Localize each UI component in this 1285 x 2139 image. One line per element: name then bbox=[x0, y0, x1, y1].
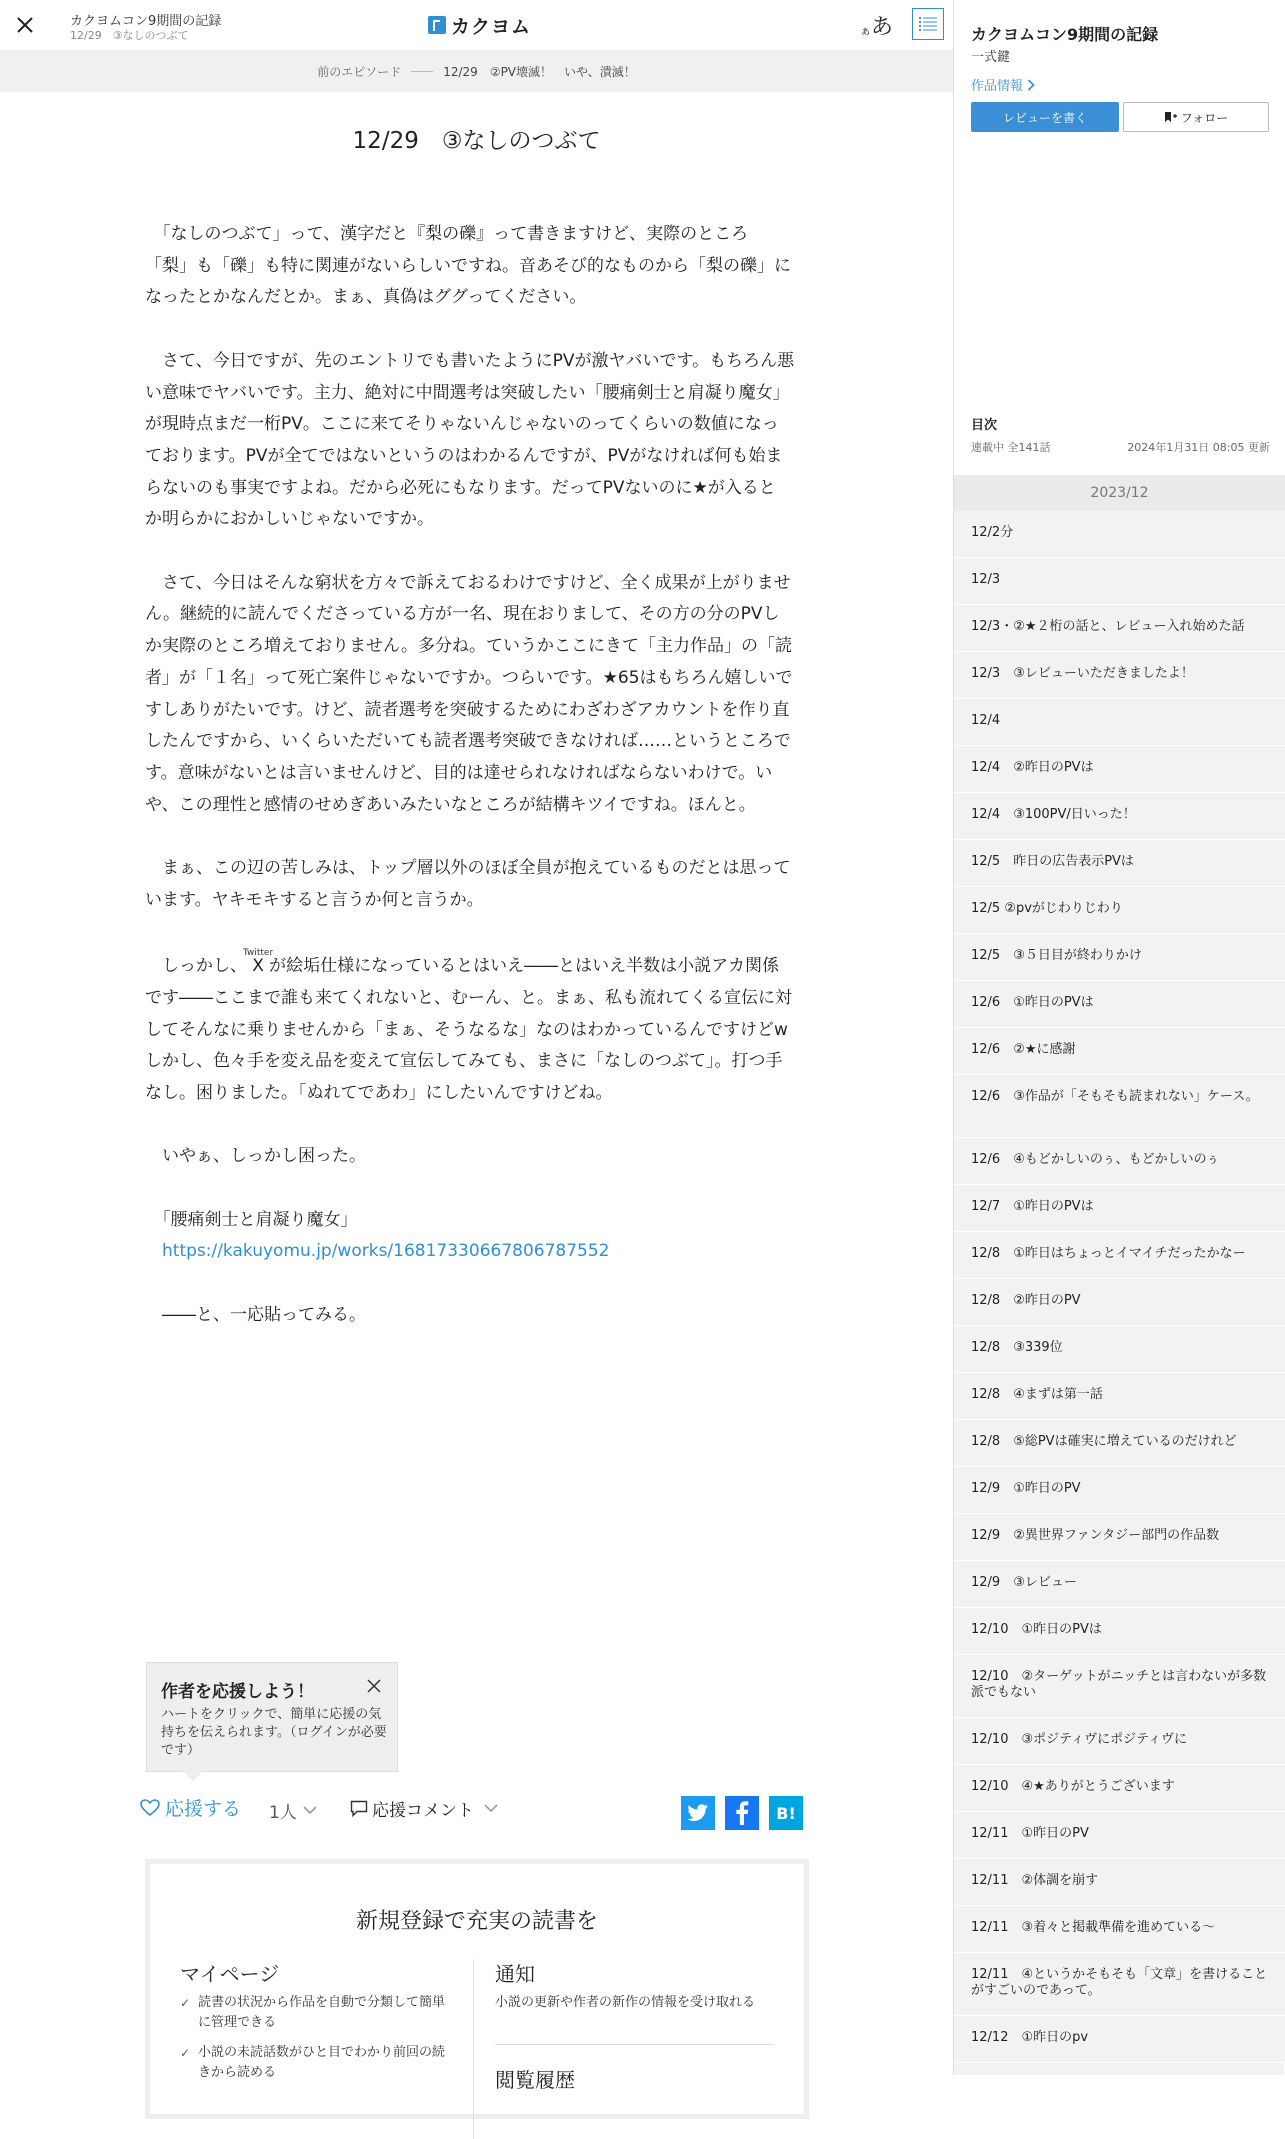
body-line: したんですから、いくらいただいても読者選考突破できなければ……というところで bbox=[145, 731, 791, 752]
episode-body bbox=[145, 219, 810, 1332]
mypage-feature: ✓ 小説の未読話数がひと目でわかり前回の続きから読める bbox=[180, 2043, 455, 2083]
hatena-bookmark-icon: B! bbox=[776, 1803, 796, 1823]
toc-item[interactable]: 12/5 昨日の広告表示PVは bbox=[954, 840, 1285, 887]
write-review-button[interactable]: レビューを書く bbox=[971, 102, 1119, 132]
body-line: です――ここまで誰も来てくれないと、むーん、と。まぁ、私も流れてくる宣伝に対 bbox=[145, 987, 793, 1008]
body-line: ております。PVが全てではないというのはわかるんですが、PVがなければ何も始ま bbox=[145, 445, 783, 466]
section-divider bbox=[495, 2044, 775, 2045]
toc-item[interactable]: 12/11 ①昨日のPV bbox=[954, 1812, 1285, 1859]
supporter-count-dropdown[interactable] bbox=[269, 1798, 317, 1823]
body-line: 「腰痛剣士と肩凝り魔女」 bbox=[145, 1209, 358, 1230]
author-name[interactable]: 一式鍵 bbox=[971, 50, 1011, 65]
toc-item[interactable]: 12/4 ③100PV/日いった！ bbox=[954, 793, 1285, 840]
body-line: すしありがたいです。けど、読者選考を突破するためにわざわざアカウントを作り直 bbox=[145, 699, 790, 720]
toc-item[interactable]: 12/8 ①昨日はちょっとイマイチだったかなー bbox=[954, 1232, 1285, 1279]
body-line: してそんなに乗りませんから「まぁ、そうなるな」なのはわかっているんですけどw bbox=[145, 1019, 788, 1040]
mypage-heading: マイページ bbox=[180, 1962, 280, 1986]
toc-item[interactable]: 12/8 ④まずは第一話 bbox=[954, 1373, 1285, 1420]
body-line-ruby bbox=[145, 948, 810, 983]
support-tooltip-title: 作者を応援しよう！ bbox=[161, 1682, 314, 1702]
body-line: らないのも事実ですよね。だから必死にもなります。だってPVないのに★が入ると bbox=[145, 477, 776, 498]
close-button[interactable] bbox=[14, 14, 36, 36]
support-heart-button[interactable] bbox=[140, 1794, 241, 1821]
share-hatena-button[interactable] bbox=[769, 1796, 803, 1830]
prev-separator bbox=[411, 71, 433, 72]
toc-item[interactable]: 12/10 ③ポジティヴにポジティヴに bbox=[954, 1718, 1285, 1765]
body-line: いやぁ、しっかし困った。 bbox=[145, 1146, 366, 1167]
ruby-text: Twitter bbox=[243, 948, 274, 959]
toc-item[interactable]: 12/6 ③作品が「そもそも読まれない」ケース。 bbox=[954, 1075, 1285, 1138]
toc-heading: 目次 bbox=[971, 418, 998, 433]
chevron-right-icon bbox=[1027, 79, 1035, 91]
work-title[interactable]: カクヨムコン9期間の記録 bbox=[70, 14, 222, 29]
facebook-icon bbox=[735, 1801, 749, 1825]
toc-item[interactable]: 12/6 ②★に感謝 bbox=[954, 1028, 1285, 1075]
toc-item[interactable]: 12/4 ②昨日のPVは bbox=[954, 746, 1285, 793]
tooltip-close-button[interactable] bbox=[365, 1677, 383, 1695]
toc-item[interactable]: 12/11 ④というかそもそも「文章」を書けることがすごいのであって。 bbox=[954, 1953, 1285, 2016]
toc-item[interactable]: 12/5 ②pvがじわりじわり bbox=[954, 887, 1285, 934]
toc-toggle-button[interactable] bbox=[912, 8, 944, 40]
body-line: 「なしのつぶて」って、漢字だと『梨の礫』って書きますけど、実際のところ bbox=[145, 224, 749, 244]
notification-heading: 通知 bbox=[495, 1962, 535, 1986]
toc-item[interactable]: 12/4 bbox=[954, 699, 1285, 746]
toc-item[interactable]: 12/11 ②体調を崩す bbox=[954, 1859, 1285, 1906]
body-line: さて、今日ですが、先のエントリでも書いたようにPVが激ヤバいです。もちろん悪 bbox=[145, 350, 795, 371]
body-line: なし。困りました。「ぬれてであわ」にしたいんですけどね。 bbox=[145, 1082, 613, 1103]
mypage-feature: ✓ 読書の状況から作品を自動で分類して簡単に管理できる bbox=[180, 1993, 455, 2033]
follow-label: フォロー bbox=[1180, 110, 1229, 125]
body-line: か明らかにおかしいじゃないですか。 bbox=[145, 509, 434, 530]
body-line: います。ヤキモキすると言うか何と言うか。 bbox=[145, 889, 484, 910]
body-line: 者」が「１名」って死亡案件じゃないですか。つらいです。★65はもちろん嬉しいで bbox=[145, 667, 793, 688]
toc-item[interactable]: 12/7 ①昨日のPVは bbox=[954, 1185, 1285, 1232]
body-line-link bbox=[145, 1236, 810, 1268]
close-icon bbox=[14, 14, 36, 36]
body-line: す。意味がないとは言いませんけど、目的は達せられなければならないわけで。い bbox=[145, 762, 773, 783]
toc-item[interactable]: 12/6 ④もどかしいのぅ、もどかしいのぅ bbox=[954, 1138, 1285, 1185]
toc-item[interactable]: 12/11 ③着々と掲載準備を進めている～ bbox=[954, 1906, 1285, 1953]
body-line: ――と、一応貼ってみる。 bbox=[145, 1304, 366, 1325]
body-line: まぁ、この辺の苦しみは、トップ層以外のほぼ全員が抱えているものだとは思って bbox=[145, 858, 791, 879]
heart-icon bbox=[140, 1799, 160, 1817]
blank-line bbox=[145, 1110, 810, 1142]
toc-item[interactable]: 12/8 ③339位 bbox=[954, 1326, 1285, 1373]
twitter-bird-icon bbox=[687, 1804, 709, 1822]
signup-title: 新規登録で充実の読書を bbox=[355, 1909, 598, 1934]
prev-episode-title: 12/29 ②PV壊滅！ いや、潰滅！ bbox=[443, 64, 636, 79]
support-row bbox=[140, 1790, 810, 1826]
signup-promo bbox=[145, 1859, 809, 2119]
close-icon bbox=[365, 1677, 383, 1695]
blank-line bbox=[145, 1173, 810, 1205]
toc-item[interactable]: 12/8 ⑤総PVは確実に増えているのだけれど bbox=[954, 1420, 1285, 1467]
toc-item[interactable]: 12/3・②★２桁の話と、レビュー入れ始めた話 bbox=[954, 605, 1285, 652]
episode-title-small: 12/29 ③なしのつぶて bbox=[70, 29, 189, 42]
body-line: が現時点まだ一桁PV。ここに来てそりゃないんじゃないのってくらいの数値になっ bbox=[145, 414, 779, 435]
kakuyomu-logo[interactable] bbox=[428, 13, 531, 37]
blank-line bbox=[145, 314, 810, 346]
top-bar bbox=[0, 0, 953, 50]
work-info-label: 作品情報 bbox=[971, 79, 1024, 94]
ruby-base: X bbox=[243, 956, 274, 977]
font-big-glyph: あ bbox=[871, 15, 894, 40]
toc-item[interactable]: 12/5 ③５日目が終わりかけ bbox=[954, 934, 1285, 981]
share-twitter-button[interactable] bbox=[681, 1796, 715, 1830]
episode-title: 12/29 ③なしのつぶて bbox=[352, 128, 601, 154]
notification-text: 小説の更新や作者の新作の情報を受け取れる bbox=[495, 1995, 756, 2010]
work-title[interactable]: カクヨムコン9期間の記録 bbox=[971, 25, 1159, 44]
body-line: しかし、色々手を変え品を変えて宣伝してみても、まさに「なしのつぶて」。打つ手 bbox=[145, 1051, 783, 1072]
body-line: か実際のところ増えておりません。多分ね。ていうかここにきて「主力作品」の「読 bbox=[145, 636, 793, 657]
toc-item[interactable]: 12/3 bbox=[954, 558, 1285, 605]
work-info-link[interactable] bbox=[971, 75, 1035, 94]
ruby-x bbox=[243, 948, 274, 977]
font-small-glyph: ぁ bbox=[860, 24, 871, 37]
serial-status: 連載中 全141話 bbox=[971, 441, 1051, 454]
body-line: 「梨」も「礫」も特に関連がないらしいですね。音あそび的なものから「梨の礫」に bbox=[145, 255, 791, 276]
history-heading: 閲覧履歴 bbox=[495, 2068, 575, 2092]
toc-item[interactable]: 12/9 ①昨日のPV bbox=[954, 1467, 1285, 1514]
support-comment-button[interactable] bbox=[350, 1796, 498, 1821]
body-line: い意味でヤバいです。主力、絶対に中間選考は突破したい「腰痛剣士と肩凝り魔女」 bbox=[145, 382, 790, 403]
month-heading[interactable]: 2023/12 bbox=[954, 475, 1285, 511]
toc-item[interactable]: 12/10 ②ターゲットがニッチとは言わないが多数派でもない bbox=[954, 1655, 1285, 1718]
support-tooltip bbox=[146, 1662, 398, 1772]
blank-line bbox=[145, 536, 810, 568]
comment-label: 応援コメント bbox=[372, 1801, 474, 1821]
blank-line bbox=[145, 916, 810, 948]
body-line: なったとかなんだとか。まぁ、真偽はググってください。 bbox=[145, 287, 587, 308]
chevron-down-icon bbox=[303, 1806, 317, 1815]
body-line: さて、今日はそんな窮状を方々で訴えておるわけですけど、全く成果が上がりませ bbox=[145, 572, 791, 593]
logo-icon bbox=[428, 16, 446, 34]
toc-item[interactable]: 12/3 ③レビューいただきましたよ！ bbox=[954, 652, 1285, 699]
font-size-button[interactable] bbox=[860, 10, 893, 40]
follow-button[interactable] bbox=[1123, 102, 1269, 132]
body-line: ん。継続的に読んでくださっている方が一名、現在おりまして、その方の分のPVし bbox=[145, 604, 780, 625]
work-info-panel bbox=[954, 0, 1285, 475]
toc-item[interactable]: 12/9 ②異世界ファンタジー部門の作品数 bbox=[954, 1514, 1285, 1561]
toc-sidebar bbox=[953, 0, 1284, 2075]
toc-item[interactable]: 12/9 ③レビュー bbox=[954, 1561, 1285, 1608]
work-url-link[interactable]: https://kakuyomu.jp/works/16817330667806787552 bbox=[162, 1241, 610, 1262]
toc-item[interactable]: 12/10 ①昨日のPVは bbox=[954, 1608, 1285, 1655]
logo-text: カクヨム bbox=[451, 15, 532, 38]
ruby-pre: しっかし、 bbox=[145, 956, 247, 977]
toc-item[interactable]: 12/10 ④★ありがとうございます bbox=[954, 1765, 1285, 1812]
list-icon bbox=[918, 14, 938, 34]
prev-episode-label: 前のエピソード bbox=[317, 64, 402, 79]
toc-item[interactable]: 12/2分 bbox=[954, 511, 1285, 558]
supporter-count: 1人 bbox=[269, 1803, 297, 1823]
bookmark-plus-icon bbox=[1164, 111, 1178, 123]
toc-item[interactable]: 12/12 ①昨日のpv bbox=[954, 2016, 1285, 2063]
toc-item[interactable]: 12/8 ②昨日のPV bbox=[954, 1279, 1285, 1326]
toc-item[interactable]: 12/6 ①昨日のPVは bbox=[954, 981, 1285, 1028]
comment-icon bbox=[350, 1800, 368, 1817]
blank-line bbox=[145, 821, 810, 853]
chevron-down-icon bbox=[484, 1804, 498, 1813]
episode-list bbox=[954, 511, 1285, 2063]
prev-episode-link[interactable] bbox=[0, 50, 953, 92]
blank-line bbox=[145, 1268, 810, 1300]
support-label: 応援する bbox=[165, 1798, 242, 1820]
column-divider bbox=[473, 1959, 474, 2139]
ruby-post: が絵垢仕様になっているとはいえ――とはいえ半数は小説アカ関係 bbox=[269, 956, 779, 977]
body-line: や、この理性と感情のせめぎあいみたいなところが結構キツイですね。ほんと。 bbox=[145, 794, 756, 815]
share-facebook-button[interactable] bbox=[725, 1796, 759, 1830]
last-updated: 2024年1月31日 08:05 更新 bbox=[1127, 441, 1270, 454]
support-tooltip-body: ハートをクリックで、簡単に応援の気持ちを伝えられます。（ログインが必要です） bbox=[161, 1707, 387, 1758]
